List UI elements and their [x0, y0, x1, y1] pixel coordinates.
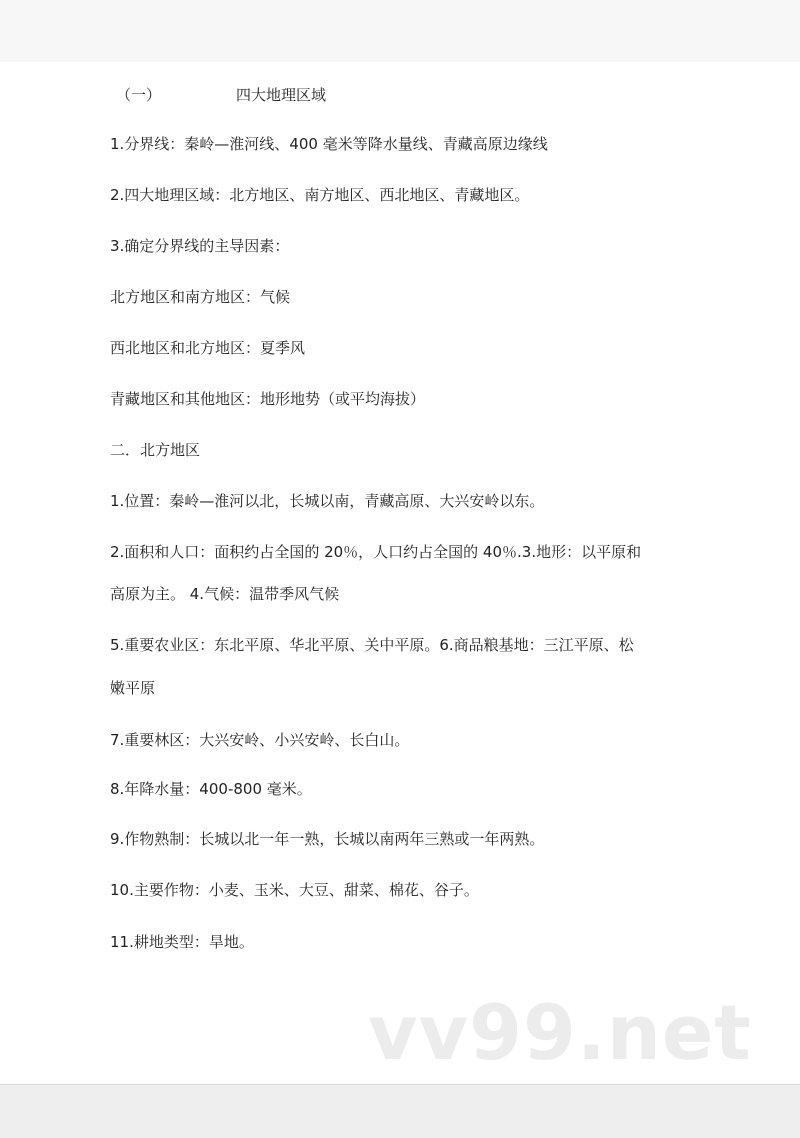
- line-tibet-others: 青藏地区和其他地区：地形地势（或平均海拔）: [110, 390, 426, 408]
- line-forest: 7.重要林区：大兴安岭、小兴安岭、长白山。: [110, 731, 410, 749]
- viewer-bottom-band: [0, 1084, 800, 1138]
- line-terrain-climate: 高原为主。 4.气候：温带季风气候: [110, 585, 340, 603]
- watermark: vv99.net: [368, 988, 752, 1077]
- line-boundary: 1.分界线：秦岭—淮河线、400 毫米等降水量线、青藏高原边缘线: [110, 135, 548, 153]
- line-agriculture-cont: 嫩平原: [110, 679, 156, 697]
- section-title: 四大地理区域: [236, 86, 327, 104]
- line-north-south: 北方地区和南方地区：气候: [110, 288, 291, 306]
- section-number: （一）: [116, 86, 162, 104]
- line-farmland: 11.耕地类型：旱地。: [110, 933, 254, 951]
- line-precipitation: 8.年降水量：400-800 毫米。: [110, 780, 312, 798]
- line-cropping: 9.作物熟制：长城以北一年一熟，长城以南两年三熟或一年两熟。: [110, 830, 545, 848]
- line-crops: 10.主要作物：小麦、玉米、大豆、甜菜、棉花、谷子。: [110, 881, 479, 899]
- line-dominant-factors: 3.确定分界线的主导因素：: [110, 237, 290, 255]
- line-northwest-north: 西北地区和北方地区：夏季风: [110, 339, 306, 357]
- line-four-regions: 2.四大地理区域：北方地区、南方地区、西北地区、青藏地区。: [110, 186, 530, 204]
- document-page: [0, 62, 800, 1082]
- subsection-title: 二．北方地区: [110, 441, 201, 459]
- line-location: 1.位置：秦岭—淮河以北，长城以南，青藏高原、大兴安岭以东。: [110, 492, 545, 510]
- line-agriculture: 5.重要农业区：东北平原、华北平原、关中平原。6.商品粮基地：三江平原、松: [110, 636, 634, 654]
- viewer-top-band: [0, 0, 800, 63]
- line-area-population: 2.面积和人口：面积约占全国的 20％，人口约占全国的 40％.3.地形：以平原和: [110, 543, 642, 561]
